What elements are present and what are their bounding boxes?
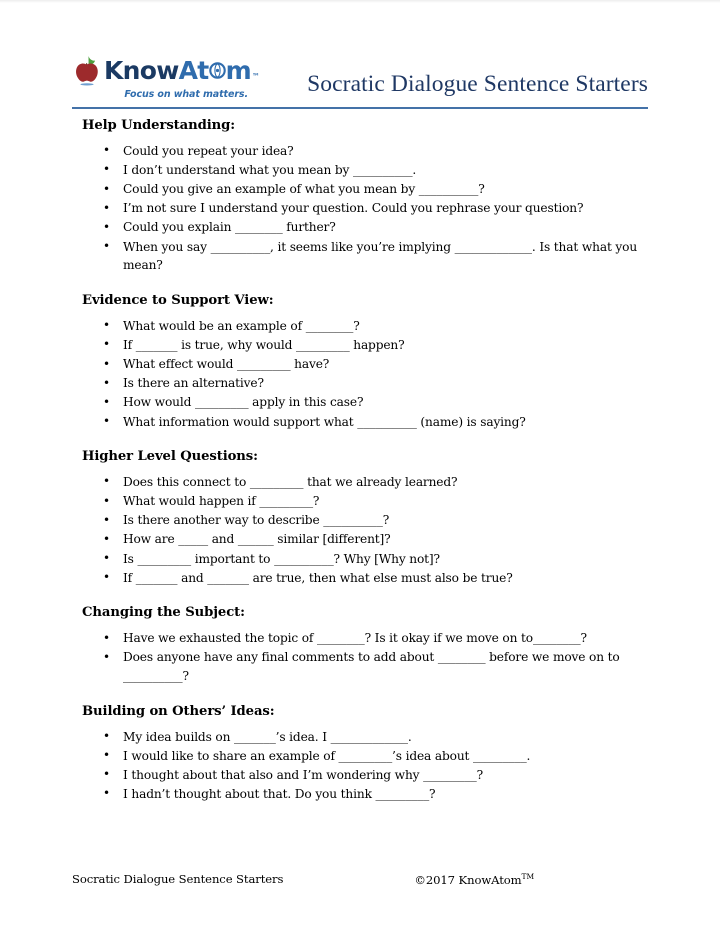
list-item: • Is there an alternative? <box>72 374 648 393</box>
logo-wordmark-row <box>72 52 260 88</box>
list-item: • I hadn’t thought about that. Do you think _________? <box>72 785 648 804</box>
section-bullet-list <box>72 629 648 685</box>
document-content <box>72 117 648 821</box>
section-evidence-to-support-view <box>72 292 648 431</box>
logo-at-text: At <box>178 55 209 85</box>
section-help-understanding <box>72 117 648 275</box>
list-item: • I would like to share an example of _________’s idea about _________. <box>72 747 648 766</box>
list-item: • Is _________ important to __________? Why [Why not]? <box>72 550 648 569</box>
page-top-edge <box>0 0 720 3</box>
footer-trademark: TM <box>521 872 535 881</box>
section-heading: Help Understanding: <box>82 118 235 133</box>
section-higher-level-questions <box>72 448 648 587</box>
list-item: • Does this connect to _________ that we already learned? <box>72 473 648 492</box>
section-heading: Evidence to Support View: <box>82 292 274 308</box>
section-heading: Changing the Subject: <box>82 605 245 621</box>
list-item: • I don’t understand what you mean by __________. <box>72 161 648 180</box>
list-item: • What information would support what __________ (name) is saying? <box>72 413 648 432</box>
logo-trademark: ™ <box>251 71 260 81</box>
page-title: Socratic Dialogue Sentence Starters <box>307 70 648 97</box>
apple-icon <box>72 54 102 87</box>
footer-right-text <box>414 872 534 887</box>
section-heading: Building on Others’ Ideas: <box>82 703 275 719</box>
list-item: • Could you give an example of what you mean by __________? <box>72 180 648 199</box>
section-building-on-others-ideas <box>72 703 648 804</box>
footer-left-text: Socratic Dialogue Sentence Starters <box>72 872 284 886</box>
list-item: • My idea builds on _______’s idea. I _____________. <box>72 728 648 747</box>
list-item: • Have we exhausted the topic of ________? Is it okay if we move on to________? <box>72 629 648 648</box>
list-item: • Is there another way to describe __________? <box>72 511 648 530</box>
list-item: • What effect would _________ have? <box>72 355 648 374</box>
list-item: • How are _____ and ______ similar [different]? <box>72 530 648 549</box>
knowatom-logo <box>72 52 260 104</box>
section-bullet-list <box>72 317 648 431</box>
list-item: • Could you explain ________ further? <box>72 218 648 237</box>
list-item: • Could you repeat your idea? <box>72 142 648 161</box>
logo-know-text: Know <box>104 55 179 85</box>
footer-copyright-text: ©2017 KnowAtom <box>414 872 522 887</box>
list-item: • Does anyone have any final comments to add about ________ before we move on to __________? <box>72 648 648 685</box>
list-item: • What would be an example of ________? <box>72 317 648 336</box>
page-footer <box>72 872 648 887</box>
list-item: • When you say __________, it seems like you’re implying _____________. Is that what you mean? <box>72 238 648 275</box>
section-bullet-list <box>72 142 648 275</box>
document-header <box>72 52 648 104</box>
logo-m-text: m <box>225 55 251 85</box>
list-item: • How would _________ apply in this case? <box>72 393 648 412</box>
section-changing-the-subject <box>72 604 648 685</box>
list-item: • If _______ and _______ are true, then what else must also be true? <box>72 569 648 588</box>
list-item: • I thought about that also and I’m wondering why _________? <box>72 766 648 785</box>
logo-tagline: Focus on what matters. <box>124 89 248 100</box>
list-item: • I’m not sure I understand your question. Could you rephrase your question? <box>72 199 648 218</box>
logo-wordmark <box>104 55 260 85</box>
section-bullet-list <box>72 473 648 587</box>
list-item: • What would happen if _________? <box>72 492 648 511</box>
section-heading: Higher Level Questions: <box>82 449 258 465</box>
list-item: • If _______ is true, why would _________ happen? <box>72 336 648 355</box>
header-divider <box>72 107 648 109</box>
section-bullet-list <box>72 728 648 804</box>
atom-icon <box>209 62 226 79</box>
